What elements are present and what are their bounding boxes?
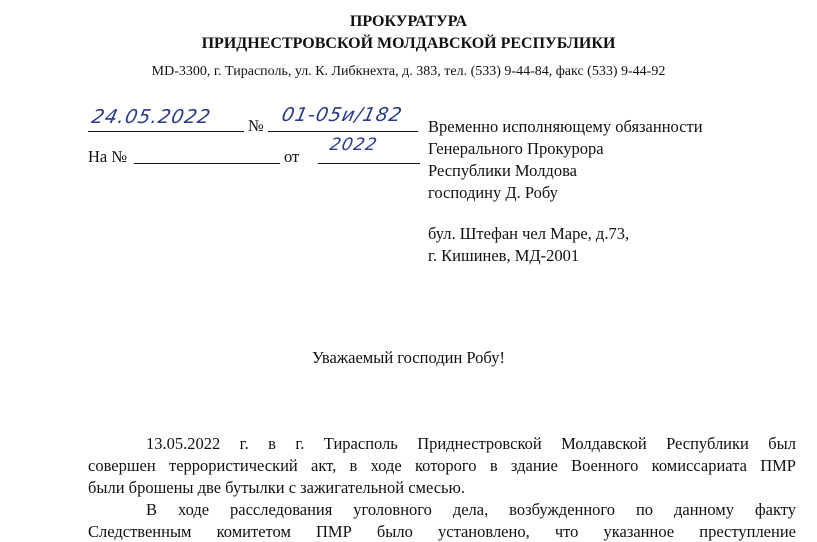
recipient-line-1: Временно исполняющему обязанности xyxy=(428,117,703,136)
body-line: 13.05.2022 г. в г. Тирасполь Приднестровской Молдавской Республики был xyxy=(146,434,796,453)
handwritten-year: 2022 xyxy=(327,135,380,155)
organization-name: ПРОКУРАТУРА xyxy=(349,13,468,30)
organization-address: MD-3300, г. Тирасполь, ул. К. Либкнехта, д. 383, тел. (533) 9-44-84, факс (533) 9-44-92 xyxy=(151,64,666,79)
handwritten-number: 01-05и/182 xyxy=(279,104,405,126)
recipient-line-2: Генерального Прокурора xyxy=(428,139,604,158)
body-line: В ходе расследования уголовного дела, возбужденного по данному факту xyxy=(146,500,796,519)
handwritten-date: 24.05.2022 xyxy=(89,106,214,128)
na-number-underline xyxy=(134,163,280,164)
recipient-address-1: бул. Штефан чел Маре, д.73, xyxy=(428,224,630,243)
number-label: № xyxy=(248,116,264,135)
body-line: были брошены две бутылки с зажигательной смесью. xyxy=(88,478,466,497)
ot-underline xyxy=(318,163,420,164)
organization-subtitle: ПРИДНЕСТРОВСКОЙ МОЛДАВСКОЙ РЕСПУБЛИКИ xyxy=(201,35,616,52)
recipient-line-4: господину Д. Робу xyxy=(428,183,558,202)
salutation: Уважаемый господин Робу! xyxy=(312,348,505,367)
recipient-line-3: Республики Молдова xyxy=(428,161,577,180)
na-number-label: На № xyxy=(88,147,128,166)
number-underline xyxy=(268,131,418,132)
recipient-address-2: г. Кишинев, МД-2001 xyxy=(428,246,580,265)
ot-label: от xyxy=(284,147,300,166)
body-line: совершен террористический акт, в ходе которого в здание Военного комиссариата ПМР xyxy=(88,456,796,475)
body-line: Следственным комитетом ПМР было установлено, что указанное преступление xyxy=(88,522,796,541)
date-underline xyxy=(88,131,244,132)
